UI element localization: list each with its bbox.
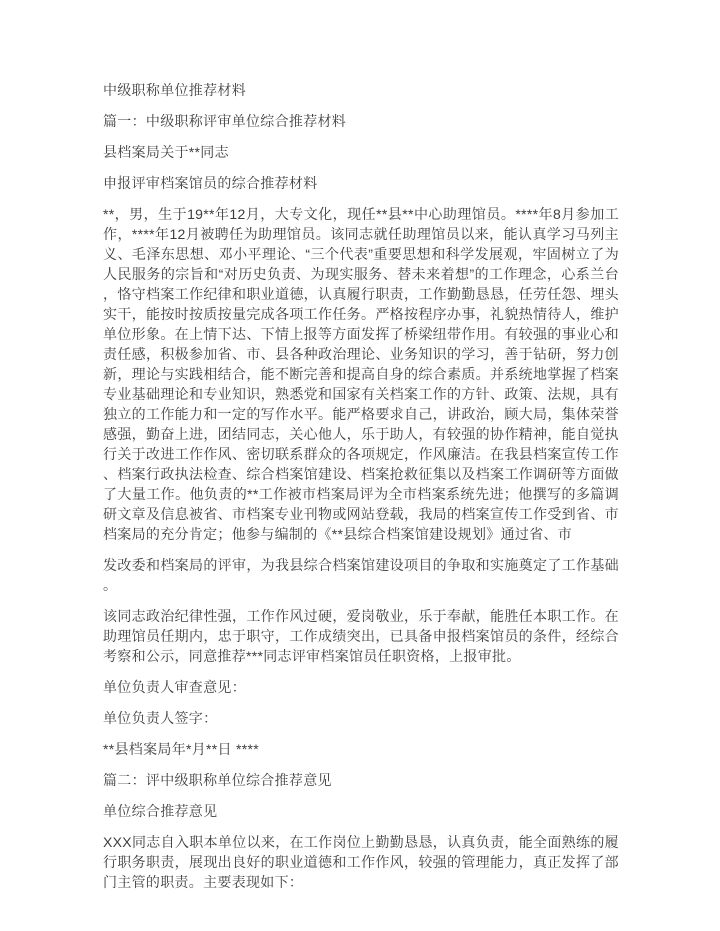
- section1-conclusion: 该同志政治纪律性强，工作作风过硬，爱岗敬业，乐于奉献，能胜任本职工作。在助理馆员任期内，忠于职守，工作成绩突出，已具备申报档案馆员的条件，经综合考察和公示，同意推荐***同志评审档案馆员任职资格，上报审批。: [103, 608, 619, 664]
- signature-label: 单位负责人签字：: [103, 710, 218, 726]
- review-opinion-label: 单位负责人审查意见：: [103, 679, 246, 695]
- section2-subtitle: 单位综合推荐意见: [103, 803, 218, 819]
- section1-body-continuation: 发改委和档案局的评审，为我县综合档案馆建设项目的争取和实施奠定了工作基础。: [103, 557, 619, 593]
- document-title: 中级职称单位推荐材料: [103, 82, 246, 98]
- section2-heading: 篇二：评中级职称单位综合推荐意见: [103, 772, 332, 788]
- section1-subtitle: 申报评审档案馆员的综合推荐材料: [103, 175, 318, 191]
- section1-heading: 篇一：中级职称评审单位综合推荐材料: [103, 113, 347, 129]
- section1-subject-line: 县档案局关于**同志: [103, 144, 229, 160]
- section2-body-paragraph: XXX同志自入职本单位以来，在工作岗位上勤勤恳恳，认真负责，能全面熟练的履行职务职责，展现出良好的职业道德和工作作风，较强的管理能力，真正发挥了部门主管的职责。主要表现如下：: [103, 834, 619, 890]
- date-line: **县档案局年*月**日 ****: [103, 741, 260, 757]
- section1-body-paragraph: **，男，生于19**年12月，大专文化，现任**县**中心助理馆员。****年8月参加工作，****年12月被聘任为助理馆员。该同志就任助理馆员以来，能认真学习马列主义、毛泽东思想、邓小平理论、“三个代表”重要思想和科学发展观，牢固树立了为人民服务的宗旨和“对历史负责、为现实服务、替未来着想”的工作理念，心系兰台，恪守档案工作纪律和职业道德，认真履行职责，工作勤勤恳恳，任劳任怨、埋头实干，能按时按质按量完成各项工作任务。严格按程序办事，礼貌热情待人，维护单位形象。在上情下达、下情上报等方面发挥了桥梁纽带作用。有较强的事业心和责任感，积极参加省、市、县各种政治理论、业务知识的学习，善于钻研，努力创新，理论与实践相结合，能不断完善和提高自身的综合素质。并系统地掌握了档案专业基础理论和专业知识，熟悉党和国家有关档案工作的方针、政策、法规，具有独立的工作能力和一定的写作水平。能严格要求自己，讲政治，顾大局，集体荣誉感强，勤奋上进，团结同志，关心他人，乐于助人，有较强的协作精神，能自觉执行关于改进工作作风、密切联系群众的各项规定，作风廉洁。在我县档案宣传工作、档案行政执法检查、综合档案馆建设、档案抢救征集以及档案工作调研等方面做了大量工作。他负责的**工作被市档案局评为全市档案系统先进；他撰写的多篇调研文章及信息被省、市档案专业刊物或网站登载，我局的档案宣传工作受到省、市档案局的充分肯定；他参与编制的《**县综合档案馆建设规划》通过省、市: [103, 206, 619, 542]
